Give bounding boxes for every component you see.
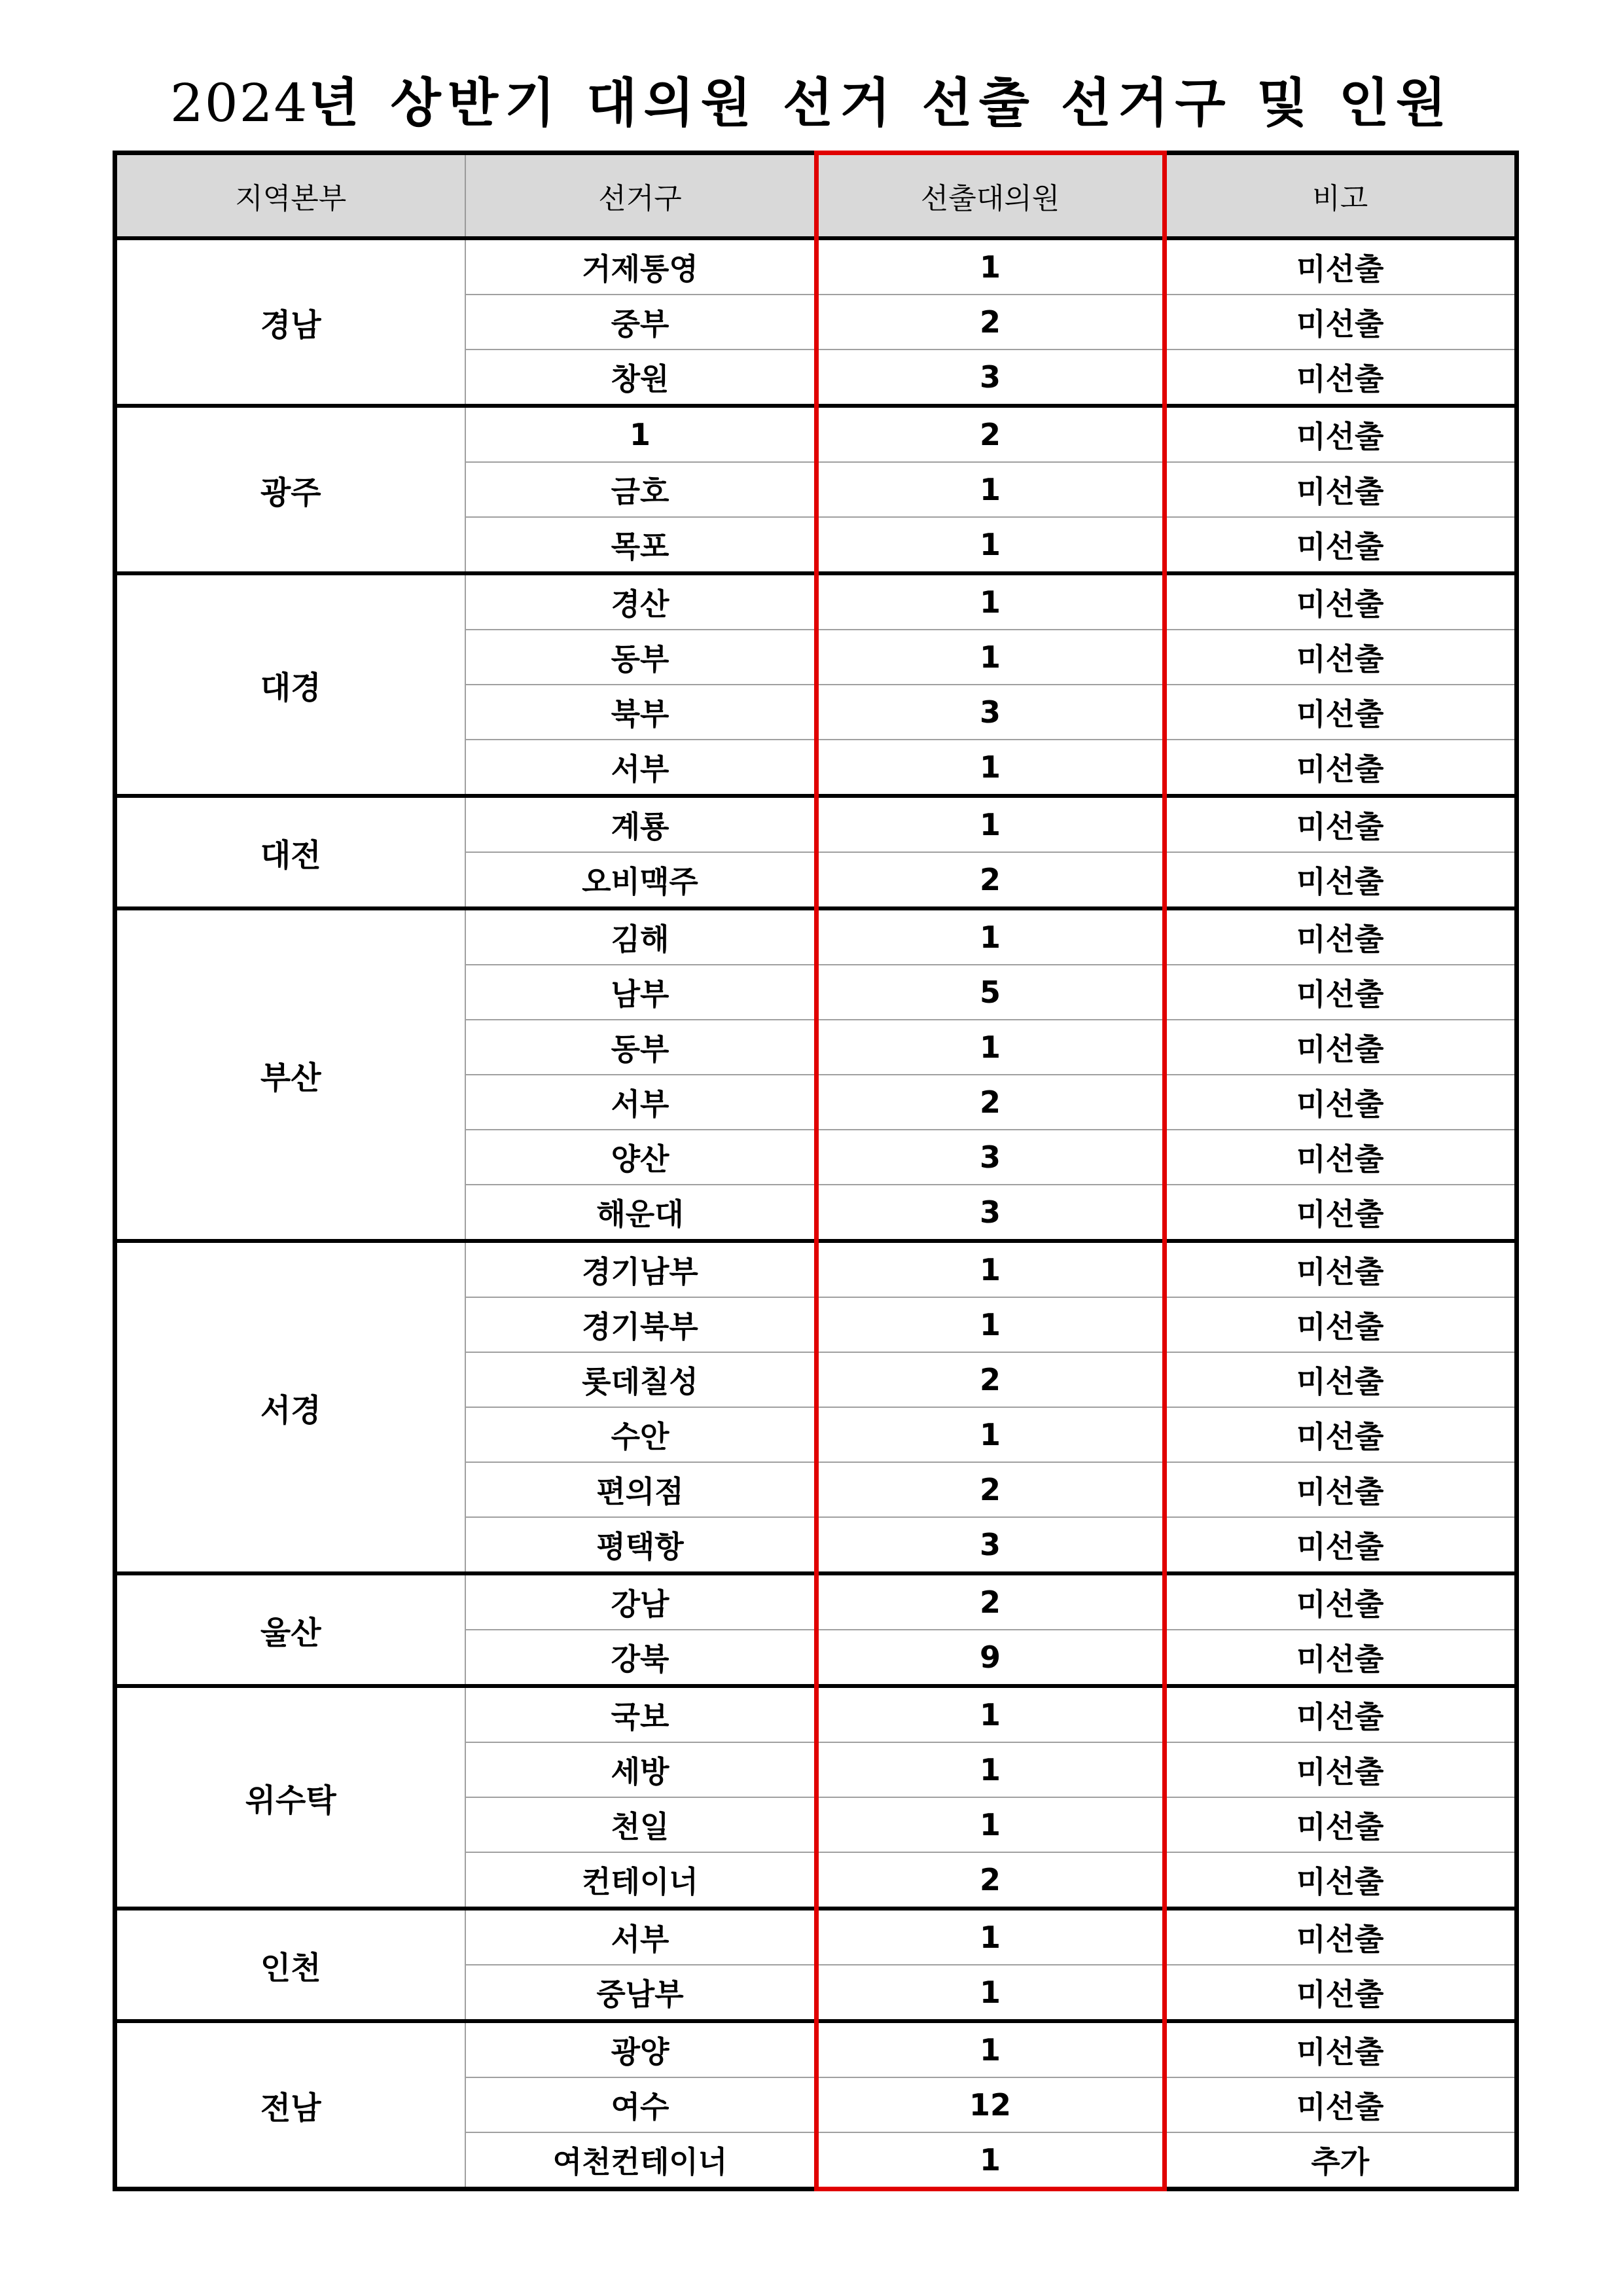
count-cell: 1 [815, 2132, 1166, 2189]
district-cell: 목포 [465, 517, 815, 573]
count-cell: 1 [815, 1965, 1166, 2021]
region-cell: 위수탁 [115, 1686, 465, 1909]
table-row [115, 238, 1517, 295]
district-cell: 서부 [465, 1075, 815, 1130]
district-cell: 천일 [465, 1797, 815, 1852]
district-cell: 평택항 [465, 1517, 815, 1573]
district-cell: 경산 [465, 573, 815, 630]
district-cell: 경기남부 [465, 1241, 815, 1297]
table-row [115, 1686, 1517, 1742]
count-cell: 1 [815, 908, 1166, 965]
table-row [115, 1241, 1517, 1297]
table-row [115, 908, 1517, 965]
count-cell: 5 [815, 965, 1166, 1020]
note-cell: 미선출 [1166, 295, 1517, 350]
district-cell: 김해 [465, 908, 815, 965]
title-year: 2024 [169, 73, 309, 134]
count-cell: 1 [815, 1742, 1166, 1797]
district-cell: 수안 [465, 1407, 815, 1462]
region-cell: 경남 [115, 238, 465, 406]
note-cell: 미선출 [1166, 1630, 1517, 1686]
note-cell: 미선출 [1166, 573, 1517, 630]
table-wrapper [113, 151, 1514, 2191]
region-cell: 부산 [115, 908, 465, 1241]
note-cell: 미선출 [1166, 2021, 1517, 2077]
table-row [115, 796, 1517, 852]
district-cell: 북부 [465, 685, 815, 740]
count-cell: 1 [815, 2021, 1166, 2077]
count-cell: 1 [815, 630, 1166, 685]
table-row [115, 406, 1517, 462]
count-cell: 1 [815, 1909, 1166, 1965]
count-cell: 1 [815, 1686, 1166, 1742]
count-cell: 1 [815, 1407, 1166, 1462]
count-cell: 1 [815, 1297, 1166, 1352]
table-row [115, 1909, 1517, 1965]
note-cell: 미선출 [1166, 796, 1517, 852]
district-cell: 여천컨테이너 [465, 2132, 815, 2189]
region-cell: 인천 [115, 1909, 465, 2021]
note-cell: 미선출 [1166, 1686, 1517, 1742]
count-cell: 1 [815, 238, 1166, 295]
note-cell: 미선출 [1166, 1742, 1517, 1797]
note-cell: 미선출 [1166, 1075, 1517, 1130]
region-cell: 울산 [115, 1573, 465, 1686]
note-cell: 미선출 [1166, 2077, 1517, 2132]
district-cell: 남부 [465, 965, 815, 1020]
header-count: 선출대의원 [815, 153, 1166, 239]
district-cell: 강북 [465, 1630, 815, 1686]
district-cell: 계룡 [465, 796, 815, 852]
region-cell: 대전 [115, 796, 465, 908]
count-cell: 1 [815, 796, 1166, 852]
note-cell: 미선출 [1166, 1462, 1517, 1517]
district-cell: 경기북부 [465, 1297, 815, 1352]
note-cell: 미선출 [1166, 517, 1517, 573]
note-cell: 미선출 [1166, 406, 1517, 462]
count-cell: 2 [815, 852, 1166, 908]
district-cell: 동부 [465, 1020, 815, 1075]
count-cell: 12 [815, 2077, 1166, 2132]
note-cell: 미선출 [1166, 1241, 1517, 1297]
note-cell: 미선출 [1166, 1573, 1517, 1630]
region-cell: 전남 [115, 2021, 465, 2189]
election-table [113, 151, 1519, 2191]
count-cell: 1 [815, 517, 1166, 573]
note-cell: 미선출 [1166, 1185, 1517, 1241]
note-cell: 미선출 [1166, 1297, 1517, 1352]
note-cell: 미선출 [1166, 1352, 1517, 1407]
district-cell: 편의점 [465, 1462, 815, 1517]
note-cell: 미선출 [1166, 238, 1517, 295]
note-cell: 미선출 [1166, 630, 1517, 685]
district-cell: 세방 [465, 1742, 815, 1797]
district-cell: 거제통영 [465, 238, 815, 295]
count-cell: 2 [815, 1462, 1166, 1517]
district-cell: 금호 [465, 462, 815, 517]
table-row [115, 573, 1517, 630]
count-cell: 3 [815, 1517, 1166, 1573]
district-cell: 중부 [465, 295, 815, 350]
table-body [115, 238, 1517, 2189]
note-cell: 미선출 [1166, 965, 1517, 1020]
count-cell: 3 [815, 1185, 1166, 1241]
note-cell: 미선출 [1166, 1909, 1517, 1965]
count-cell: 1 [815, 1020, 1166, 1075]
count-cell: 9 [815, 1630, 1166, 1686]
district-cell: 광양 [465, 2021, 815, 2077]
region-cell: 광주 [115, 406, 465, 573]
district-cell: 서부 [465, 740, 815, 796]
count-cell: 1 [815, 573, 1166, 630]
note-cell: 미선출 [1166, 1407, 1517, 1462]
region-cell: 서경 [115, 1241, 465, 1573]
count-cell: 3 [815, 350, 1166, 406]
header-note: 비고 [1166, 153, 1517, 239]
district-cell: 양산 [465, 1130, 815, 1185]
district-cell: 1 [465, 406, 815, 462]
district-cell: 오비맥주 [465, 852, 815, 908]
district-cell: 해운대 [465, 1185, 815, 1241]
note-cell: 미선출 [1166, 462, 1517, 517]
note-cell: 추가 [1166, 2132, 1517, 2189]
note-cell: 미선출 [1166, 908, 1517, 965]
district-cell: 강남 [465, 1573, 815, 1630]
district-cell: 컨테이너 [465, 1852, 815, 1909]
table-row [115, 1573, 1517, 1630]
note-cell: 미선출 [1166, 1797, 1517, 1852]
note-cell: 미선출 [1166, 350, 1517, 406]
note-cell: 미선출 [1166, 1517, 1517, 1573]
note-cell: 미선출 [1166, 685, 1517, 740]
note-cell: 미선출 [1166, 852, 1517, 908]
district-cell: 서부 [465, 1909, 815, 1965]
count-cell: 2 [815, 295, 1166, 350]
count-cell: 1 [815, 1797, 1166, 1852]
header-region: 지역본부 [115, 153, 465, 239]
count-cell: 2 [815, 1352, 1166, 1407]
note-cell: 미선출 [1166, 1965, 1517, 2021]
count-cell: 2 [815, 1852, 1166, 1909]
title-text: 년 상반기 대의원 선거 선출 선거구 및 인원 [308, 73, 1454, 134]
note-cell: 미선출 [1166, 1130, 1517, 1185]
region-cell: 대경 [115, 573, 465, 796]
count-cell: 2 [815, 1075, 1166, 1130]
count-cell: 3 [815, 1130, 1166, 1185]
note-cell: 미선출 [1166, 1852, 1517, 1909]
district-cell: 국보 [465, 1686, 815, 1742]
header-district: 선거구 [465, 153, 815, 239]
district-cell: 여수 [465, 2077, 815, 2132]
district-cell: 동부 [465, 630, 815, 685]
note-cell: 미선출 [1166, 740, 1517, 796]
count-cell: 2 [815, 406, 1166, 462]
count-cell: 2 [815, 1573, 1166, 1630]
count-cell: 3 [815, 685, 1166, 740]
header-row [115, 153, 1517, 239]
page-title [0, 64, 1623, 143]
district-cell: 중남부 [465, 1965, 815, 2021]
count-cell: 1 [815, 1241, 1166, 1297]
district-cell: 창원 [465, 350, 815, 406]
table-row [115, 2021, 1517, 2077]
count-cell: 1 [815, 740, 1166, 796]
district-cell: 롯데칠성 [465, 1352, 815, 1407]
count-cell: 1 [815, 462, 1166, 517]
note-cell: 미선출 [1166, 1020, 1517, 1075]
